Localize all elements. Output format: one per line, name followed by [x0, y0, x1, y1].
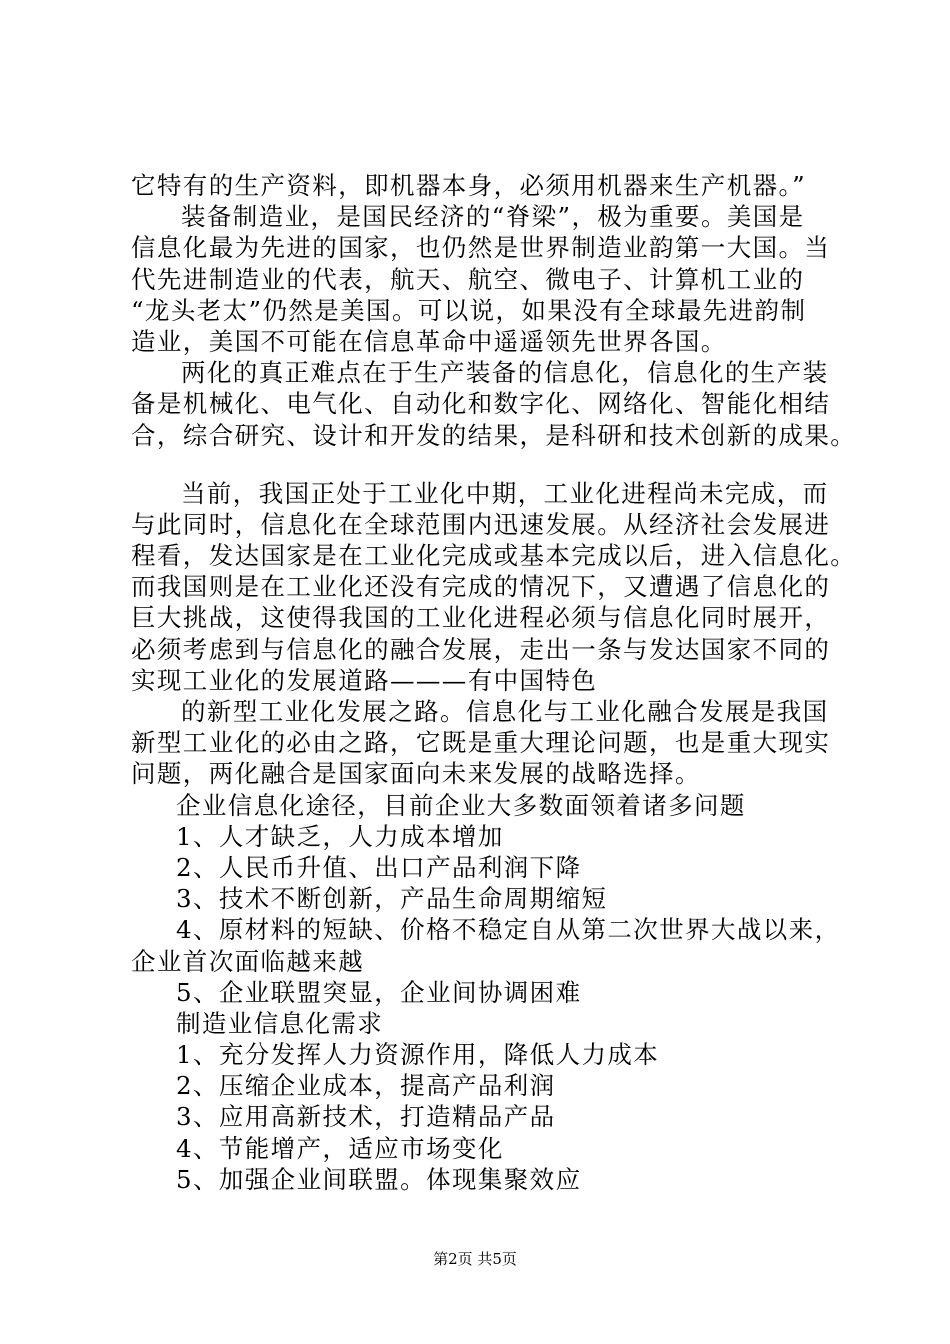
text-line: 信息化最为先进的国家，也仍然是世界制造业韵第一大国。当: [131, 233, 831, 263]
text-line: 巨大挑战，这使得我国的工业化进程必须与信息化同时展开，: [131, 603, 831, 633]
text-line: “龙头老太”仍然是美国。可以说，如果没有全球最先进韵制: [131, 295, 807, 325]
text-line: 它特有的生产资料，即机器本身，必须用机器来生产机器。”: [131, 171, 807, 200]
text-line: 造业，美国不可能在信息革命中遥遥领先世界各国。: [131, 326, 727, 356]
list-item: 3、技术不断创新，产品生命周期缩短: [176, 884, 608, 914]
text-line: 代先进制造业的代表，航天、航空、微电子、计算机工业的: [131, 264, 805, 294]
list-item: 2、压缩企业成本，提高产品利润: [176, 1071, 556, 1101]
paragraph-gap: [131, 451, 851, 478]
text-line: 当前，我国正处于工业化中期，工业化进程尚未完成，而: [181, 478, 829, 508]
list-item: 3、应用高新技术，打造精品产品: [176, 1102, 556, 1132]
text-line: 问题，两化融合是国家面向未来发展的战略选择。: [131, 759, 701, 789]
text-line: 而我国则是在工业化还没有完成的情况下，又遭遇了信息化的: [131, 572, 831, 602]
text-line: 装备制造业，是国民经济的“脊梁”，极为重要。美国是: [181, 202, 805, 232]
list-item: 1、人才缺乏，人力成本增加: [176, 821, 504, 851]
text-line: 必须考虑到与信息化的融合发展，走出一条与发达国家不同的: [131, 634, 831, 664]
text-line: 合，综合研究、设计和开发的结果，是科研和技术创新的成果。: [131, 420, 857, 450]
text-line: 与此同时，信息化在全球范围内迅速发展。从经济社会发展进: [131, 509, 831, 539]
text-line: 备是机械化、电气化、自动化和数字化、网络化、智能化相结: [131, 389, 831, 419]
body-text: [131, 170, 857, 1195]
text-line: 新型工业化的必由之路，它既是重大理论问题，也是重大现实: [131, 728, 831, 758]
list-item: 2、人民币升值、出口产品利润下降: [176, 852, 582, 882]
page-number: 第2页 共5页: [433, 1250, 517, 1268]
text-line: 企业信息化途径，目前企业大多数面领着诸多问题: [176, 790, 746, 820]
list-item: 4、原材料的短缺、价格不稳定自从第二次世界大战以来，: [176, 915, 841, 945]
list-item: 4、节能增产，适应市场变化: [176, 1133, 504, 1163]
text-line: 实现工业化的发展道路———有中国特色: [131, 665, 598, 695]
text-line: 两化的真正难点在于生产装备的信息化，信息化的生产装: [181, 358, 829, 388]
text-line: 的新型工业化发展之路。信息化与工业化融合发展是我国: [181, 697, 829, 726]
list-item: 1、充分发挥人力资源作用，降低人力成本: [176, 1040, 660, 1070]
text-line: 企业首次面临越来越: [131, 946, 365, 976]
list-item: 5、企业联盟突显，企业间协调困难: [176, 977, 582, 1007]
text-line: 程看，发达国家是在工业化完成或基本完成以后，进入信息化。: [131, 541, 857, 571]
section-heading: 制造业信息化需求: [176, 1008, 384, 1038]
list-item: 5、加强企业间联盟。体现集聚效应: [176, 1164, 582, 1194]
